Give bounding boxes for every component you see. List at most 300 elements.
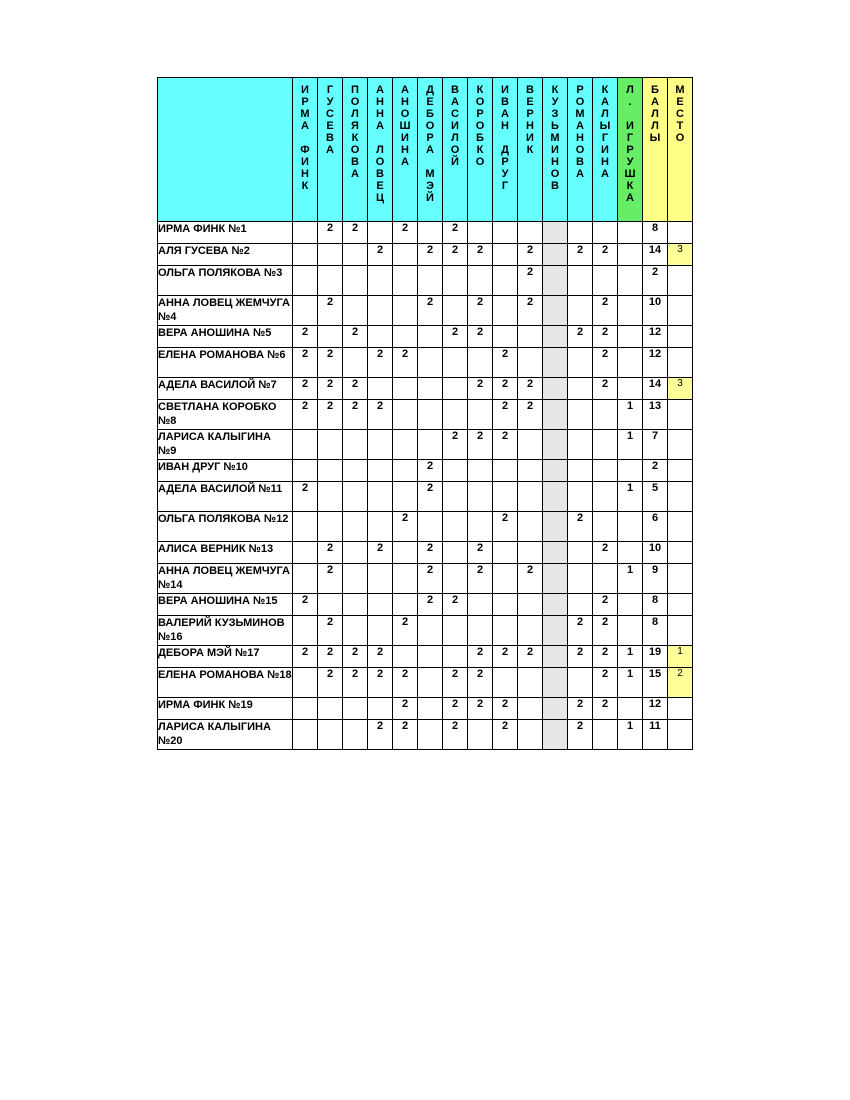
- table-row: [158, 348, 693, 378]
- score-cell: 2: [368, 244, 393, 266]
- score-cell: [418, 668, 443, 698]
- score-cell: [493, 564, 518, 594]
- score-cell: [318, 698, 343, 720]
- score-cell: 2: [418, 244, 443, 266]
- score-cell: [468, 482, 493, 512]
- score-header: [643, 78, 668, 222]
- score-cell: [618, 378, 643, 400]
- score-cell: 2: [343, 222, 368, 244]
- score-cell: 2: [493, 348, 518, 378]
- score-cell: [568, 564, 593, 594]
- score-cell: 2: [343, 400, 368, 430]
- score-cell: [493, 668, 518, 698]
- score-cell: [368, 296, 393, 326]
- score-cell: [368, 266, 393, 296]
- place-header: [668, 78, 693, 222]
- score-cell: [418, 222, 443, 244]
- score-cell: [543, 378, 568, 400]
- total-cell: 8: [643, 616, 668, 646]
- score-cell: 2: [568, 646, 593, 668]
- place-cell: [668, 348, 693, 378]
- score-table: [157, 77, 693, 750]
- score-cell: [468, 512, 493, 542]
- score-cell: [318, 460, 343, 482]
- judge-header-label: К О Р О Б К О: [475, 84, 485, 168]
- score-cell: [593, 222, 618, 244]
- total-cell: 2: [643, 266, 668, 296]
- score-cell: 2: [568, 244, 593, 266]
- score-cell: [293, 668, 318, 698]
- score-cell: [393, 378, 418, 400]
- score-cell: 1: [618, 482, 643, 512]
- score-cell: 2: [493, 512, 518, 542]
- score-cell: [543, 400, 568, 430]
- place-cell: [668, 512, 693, 542]
- score-cell: 2: [293, 482, 318, 512]
- score-cell: [518, 512, 543, 542]
- score-cell: [518, 616, 543, 646]
- table-row: [158, 460, 693, 482]
- contestant-name: ИРМА ФИНК №19: [158, 698, 293, 720]
- score-cell: [343, 430, 368, 460]
- score-cell: [568, 378, 593, 400]
- score-cell: 2: [493, 646, 518, 668]
- place-cell: [668, 326, 693, 348]
- score-cell: [568, 668, 593, 698]
- score-cell: [593, 430, 618, 460]
- score-cell: [318, 430, 343, 460]
- score-cell: [293, 698, 318, 720]
- judge-header: [393, 78, 418, 222]
- score-cell: 2: [593, 542, 618, 564]
- total-cell: 8: [643, 594, 668, 616]
- score-cell: 2: [318, 348, 343, 378]
- score-cell: [618, 266, 643, 296]
- score-cell: [368, 698, 393, 720]
- score-cell: 2: [593, 296, 618, 326]
- score-cell: [368, 594, 393, 616]
- score-cell: [443, 482, 468, 512]
- contestant-name: ОЛЬГА ПОЛЯКОВА №3: [158, 266, 293, 296]
- score-cell: [368, 512, 393, 542]
- total-cell: 9: [643, 564, 668, 594]
- header-row: [158, 78, 693, 222]
- score-cell: [543, 616, 568, 646]
- score-cell: 2: [318, 222, 343, 244]
- score-cell: [468, 266, 493, 296]
- score-cell: 2: [518, 400, 543, 430]
- score-cell: 2: [318, 616, 343, 646]
- score-cell: [543, 244, 568, 266]
- score-cell: [418, 400, 443, 430]
- score-cell: 2: [343, 668, 368, 698]
- score-cell: 2: [343, 646, 368, 668]
- place-cell: 2: [668, 668, 693, 698]
- contestant-name: ЕЛЕНА РОМАНОВА №18: [158, 668, 293, 698]
- score-cell: [543, 266, 568, 296]
- place-cell: [668, 720, 693, 750]
- score-cell: [543, 222, 568, 244]
- judge-header-label: В Е Р Н И К: [526, 84, 534, 156]
- table-row: [158, 698, 693, 720]
- score-cell: 2: [318, 542, 343, 564]
- judge-header-label: Р О М А Н О В А: [575, 84, 585, 180]
- judge-header: [468, 78, 493, 222]
- score-cell: [468, 594, 493, 616]
- score-cell: [368, 482, 393, 512]
- judge-header-label: И Р М А Ф И Н К: [300, 84, 310, 192]
- place-cell: [668, 482, 693, 512]
- contestant-name: ВЕРА АНОШИНА №5: [158, 326, 293, 348]
- score-cell: [293, 564, 318, 594]
- total-cell: 12: [643, 348, 668, 378]
- score-cell: [368, 222, 393, 244]
- score-cell: 2: [443, 244, 468, 266]
- score-cell: [593, 400, 618, 430]
- score-cell: [393, 594, 418, 616]
- total-cell: 12: [643, 698, 668, 720]
- score-cell: 2: [468, 668, 493, 698]
- score-cell: [393, 296, 418, 326]
- score-cell: 2: [593, 348, 618, 378]
- score-cell: 2: [393, 720, 418, 750]
- contestant-name: ЕЛЕНА РОМАНОВА №6: [158, 348, 293, 378]
- table-body: [158, 222, 693, 750]
- score-cell: [418, 266, 443, 296]
- score-cell: [618, 244, 643, 266]
- score-cell: 2: [418, 542, 443, 564]
- score-cell: 2: [293, 326, 318, 348]
- score-cell: 2: [593, 646, 618, 668]
- score-cell: 1: [618, 646, 643, 668]
- table-row: [158, 512, 693, 542]
- table-row: [158, 244, 693, 266]
- score-cell: [293, 616, 318, 646]
- score-cell: [293, 296, 318, 326]
- score-cell: [518, 594, 543, 616]
- score-cell: [543, 668, 568, 698]
- score-cell: 2: [593, 668, 618, 698]
- table-row: [158, 326, 693, 348]
- place-cell: [668, 266, 693, 296]
- score-cell: [318, 482, 343, 512]
- judge-header: [568, 78, 593, 222]
- score-cell: 2: [593, 326, 618, 348]
- score-cell: 2: [468, 646, 493, 668]
- score-cell: [493, 594, 518, 616]
- score-cell: [568, 482, 593, 512]
- table-row: [158, 646, 693, 668]
- score-cell: [393, 646, 418, 668]
- place-cell: [668, 222, 693, 244]
- score-cell: 2: [368, 720, 393, 750]
- contestant-name: ЛАРИСА КАЛЫГИНА №20: [158, 720, 293, 750]
- score-cell: [493, 616, 518, 646]
- score-cell: 2: [293, 400, 318, 430]
- score-cell: [568, 594, 593, 616]
- score-cell: [568, 222, 593, 244]
- score-cell: [493, 266, 518, 296]
- score-cell: 2: [443, 720, 468, 750]
- table-row: [158, 222, 693, 244]
- score-cell: 2: [593, 698, 618, 720]
- score-cell: [493, 244, 518, 266]
- table-row: [158, 542, 693, 564]
- place-cell: [668, 296, 693, 326]
- score-cell: 2: [418, 296, 443, 326]
- contestant-name: АННА ЛОВЕЦ ЖЕМЧУГА №4: [158, 296, 293, 326]
- score-cell: [543, 646, 568, 668]
- score-cell: 2: [393, 222, 418, 244]
- score-cell: [468, 460, 493, 482]
- score-cell: [543, 430, 568, 460]
- score-cell: [468, 348, 493, 378]
- judge-header-label: И В А Н Д Р У Г: [501, 84, 509, 192]
- score-cell: 2: [443, 698, 468, 720]
- judge-header: [518, 78, 543, 222]
- score-cell: [418, 348, 443, 378]
- score-cell: [393, 244, 418, 266]
- score-cell: 2: [493, 698, 518, 720]
- judge-header: [343, 78, 368, 222]
- score-cell: 2: [443, 326, 468, 348]
- header-corner: [158, 78, 293, 222]
- table-row: [158, 668, 693, 698]
- score-cell: [543, 296, 568, 326]
- score-cell: [618, 326, 643, 348]
- score-cell: [393, 266, 418, 296]
- score-cell: [293, 720, 318, 750]
- score-cell: [618, 296, 643, 326]
- score-cell: [618, 594, 643, 616]
- score-cell: [393, 460, 418, 482]
- contestant-name: АДЕЛА ВАСИЛОЙ №11: [158, 482, 293, 512]
- score-cell: 2: [393, 616, 418, 646]
- score-cell: [518, 348, 543, 378]
- score-cell: [493, 222, 518, 244]
- score-cell: 2: [343, 326, 368, 348]
- score-cell: [568, 542, 593, 564]
- score-cell: [443, 296, 468, 326]
- table-row: [158, 720, 693, 750]
- score-cell: [393, 430, 418, 460]
- score-cell: 2: [418, 482, 443, 512]
- score-cell: [518, 482, 543, 512]
- score-cell: [343, 296, 368, 326]
- score-cell: [568, 460, 593, 482]
- score-cell: 2: [518, 646, 543, 668]
- contestant-name: АННА ЛОВЕЦ ЖЕМЧУГА №14: [158, 564, 293, 594]
- score-cell: 2: [493, 430, 518, 460]
- total-cell: 14: [643, 244, 668, 266]
- score-cell: 2: [468, 698, 493, 720]
- score-cell: [543, 482, 568, 512]
- score-cell: [568, 266, 593, 296]
- total-cell: 5: [643, 482, 668, 512]
- score-cell: [493, 460, 518, 482]
- score-cell: [543, 512, 568, 542]
- table-row: [158, 616, 693, 646]
- score-cell: [443, 512, 468, 542]
- score-cell: [468, 720, 493, 750]
- place-cell: [668, 460, 693, 482]
- score-cell: [593, 720, 618, 750]
- score-cell: [293, 460, 318, 482]
- score-cell: [368, 430, 393, 460]
- judge-header-label: Г У С Е В А: [326, 84, 334, 156]
- score-cell: [568, 400, 593, 430]
- score-cell: [343, 720, 368, 750]
- score-cell: 2: [518, 378, 543, 400]
- score-cell: 2: [393, 698, 418, 720]
- contestant-name: ВЕРА АНОШИНА №15: [158, 594, 293, 616]
- score-cell: [518, 542, 543, 564]
- score-cell: [293, 266, 318, 296]
- score-cell: [318, 594, 343, 616]
- score-cell: 2: [418, 594, 443, 616]
- total-cell: 2: [643, 460, 668, 482]
- score-cell: 2: [493, 378, 518, 400]
- score-cell: 2: [343, 378, 368, 400]
- score-cell: [468, 616, 493, 646]
- total-cell: 15: [643, 668, 668, 698]
- score-cell: 2: [518, 564, 543, 594]
- score-cell: 2: [418, 460, 443, 482]
- score-cell: [493, 326, 518, 348]
- score-cell: [618, 348, 643, 378]
- table-row: [158, 430, 693, 460]
- judge-header: [593, 78, 618, 222]
- score-cell: 2: [568, 616, 593, 646]
- score-cell: [518, 720, 543, 750]
- score-cell: [543, 542, 568, 564]
- score-cell: [318, 244, 343, 266]
- score-cell: [518, 222, 543, 244]
- score-cell: 2: [318, 668, 343, 698]
- contestant-name: ИРМА ФИНК №1: [158, 222, 293, 244]
- score-cell: 2: [443, 594, 468, 616]
- score-cell: 2: [293, 348, 318, 378]
- score-cell: [393, 400, 418, 430]
- score-cell: [493, 296, 518, 326]
- score-cell: 1: [618, 720, 643, 750]
- score-cell: [543, 720, 568, 750]
- score-cell: [368, 378, 393, 400]
- score-cell: 2: [518, 244, 543, 266]
- score-cell: 2: [393, 668, 418, 698]
- total-cell: 12: [643, 326, 668, 348]
- place-cell: 3: [668, 244, 693, 266]
- score-cell: [343, 348, 368, 378]
- total-cell: 11: [643, 720, 668, 750]
- score-cell: [318, 720, 343, 750]
- place-cell: [668, 564, 693, 594]
- score-cell: [318, 326, 343, 348]
- score-cell: 1: [618, 564, 643, 594]
- contestant-name: АДЕЛА ВАСИЛОЙ №7: [158, 378, 293, 400]
- score-cell: 2: [468, 378, 493, 400]
- contestant-name: ЛАРИСА КАЛЫГИНА №9: [158, 430, 293, 460]
- score-cell: [568, 430, 593, 460]
- judge-header-label: К А Л Ы Г И Н А: [599, 84, 611, 180]
- score-header-label: Б А Л Л Ы: [649, 84, 661, 144]
- score-cell: [343, 564, 368, 594]
- score-cell: [343, 616, 368, 646]
- score-cell: [418, 698, 443, 720]
- score-cell: 2: [418, 564, 443, 594]
- score-cell: 2: [468, 430, 493, 460]
- score-cell: 2: [293, 378, 318, 400]
- score-cell: 1: [618, 668, 643, 698]
- score-cell: [543, 564, 568, 594]
- score-cell: 2: [443, 430, 468, 460]
- table-row: [158, 400, 693, 430]
- score-cell: 2: [593, 616, 618, 646]
- place-cell: 1: [668, 646, 693, 668]
- score-cell: 2: [568, 698, 593, 720]
- score-cell: 2: [518, 296, 543, 326]
- score-cell: [393, 564, 418, 594]
- score-cell: 2: [568, 720, 593, 750]
- score-cell: [343, 594, 368, 616]
- score-cell: 2: [443, 668, 468, 698]
- score-cell: [618, 222, 643, 244]
- table-row: [158, 482, 693, 512]
- score-cell: [593, 460, 618, 482]
- score-cell: [493, 482, 518, 512]
- contestant-name: ОЛЬГА ПОЛЯКОВА №12: [158, 512, 293, 542]
- score-cell: [468, 400, 493, 430]
- score-cell: 2: [368, 646, 393, 668]
- score-cell: [443, 378, 468, 400]
- score-cell: [293, 542, 318, 564]
- place-cell: 3: [668, 378, 693, 400]
- score-cell: [443, 400, 468, 430]
- score-cell: [418, 512, 443, 542]
- score-cell: [293, 244, 318, 266]
- score-cell: [518, 698, 543, 720]
- score-cell: [293, 512, 318, 542]
- score-cell: [543, 326, 568, 348]
- score-cell: [543, 348, 568, 378]
- score-cell: 2: [468, 542, 493, 564]
- score-cell: [343, 460, 368, 482]
- score-cell: 1: [618, 400, 643, 430]
- judge-header-label: А Н Н А Л О В Е Ц: [375, 84, 385, 204]
- score-cell: [568, 348, 593, 378]
- table-row: [158, 296, 693, 326]
- score-cell: [418, 326, 443, 348]
- score-cell: [443, 266, 468, 296]
- total-cell: 7: [643, 430, 668, 460]
- score-cell: [518, 326, 543, 348]
- score-cell: [368, 564, 393, 594]
- score-cell: [468, 222, 493, 244]
- score-cell: [593, 482, 618, 512]
- score-cell: [293, 222, 318, 244]
- total-cell: 13: [643, 400, 668, 430]
- score-cell: [343, 244, 368, 266]
- place-cell: [668, 400, 693, 430]
- judge-header: [493, 78, 518, 222]
- judge-header: [293, 78, 318, 222]
- score-cell: [518, 430, 543, 460]
- contestant-name: СВЕТЛАНА КОРОБКО №8: [158, 400, 293, 430]
- score-cell: 2: [468, 296, 493, 326]
- score-cell: [618, 460, 643, 482]
- total-cell: 10: [643, 542, 668, 564]
- score-cell: 2: [318, 564, 343, 594]
